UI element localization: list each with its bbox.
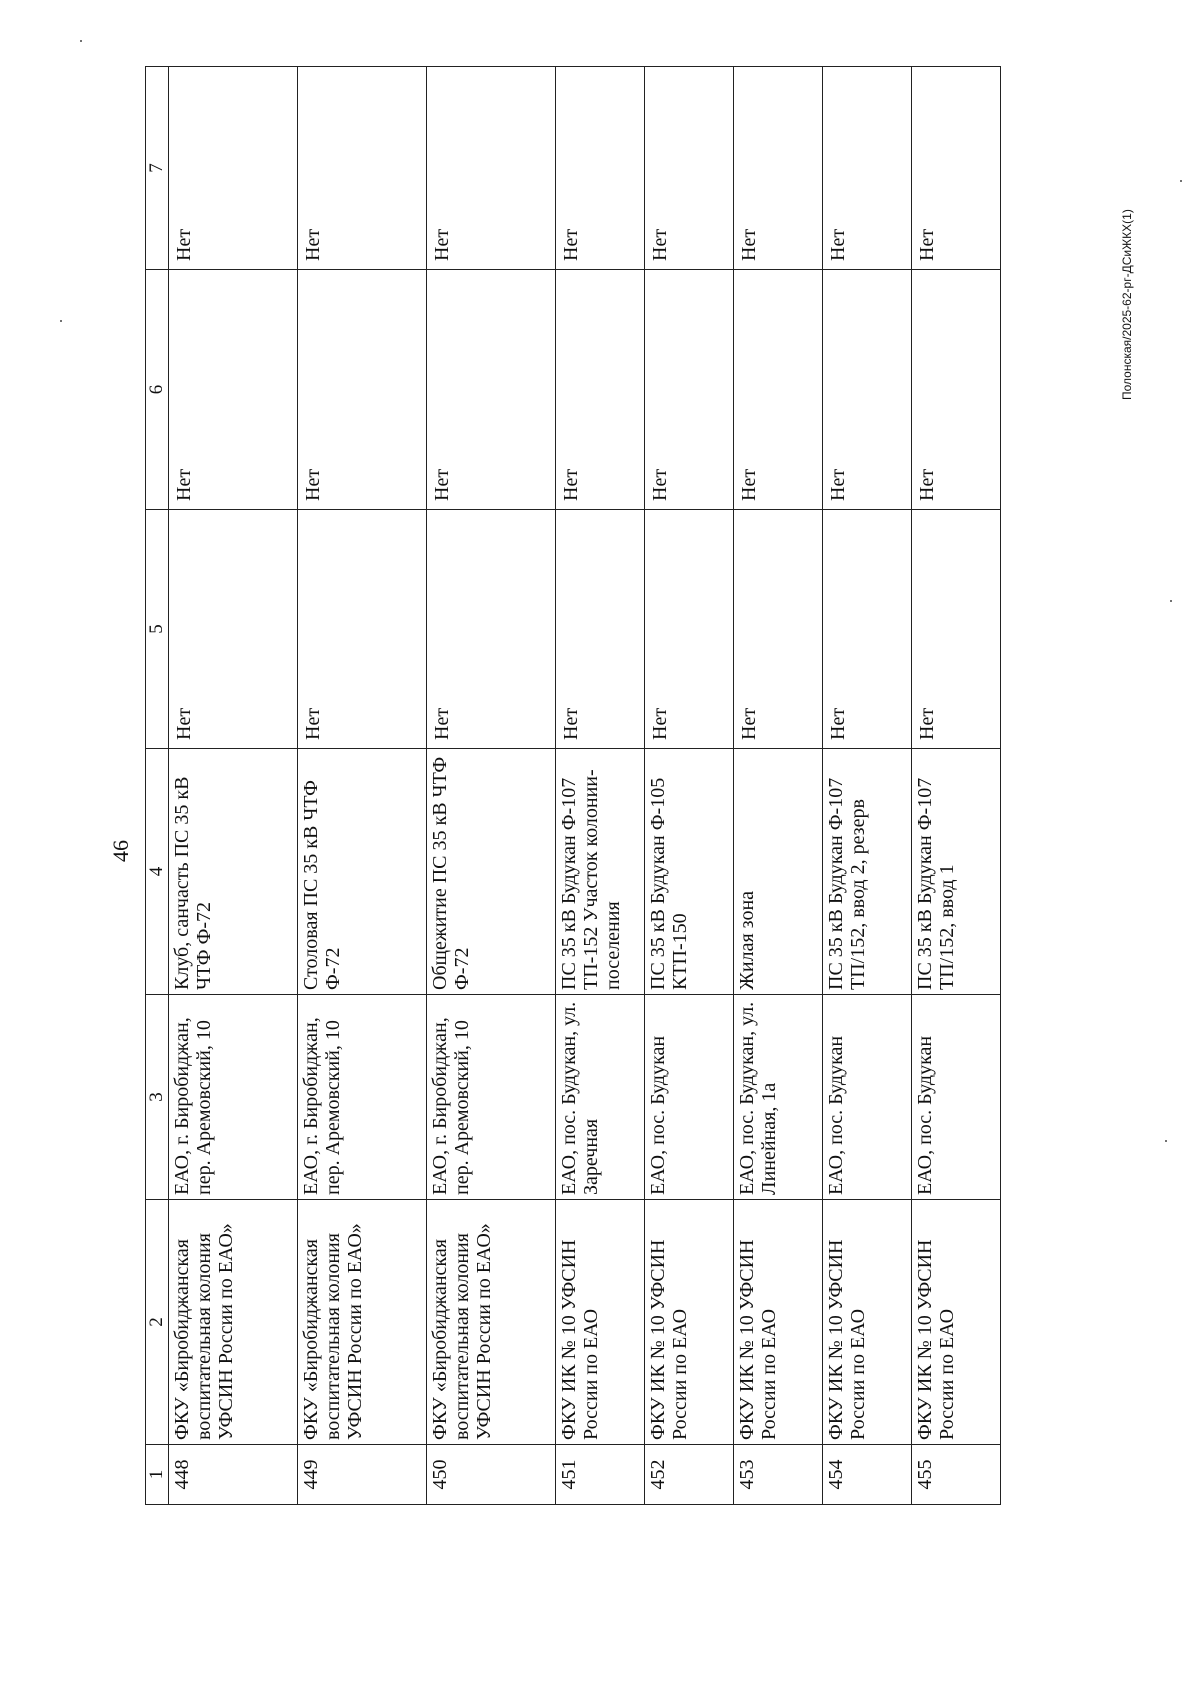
organization-cell: ФКУ ИК № 10 УФСИН России по ЕАО (734, 1200, 823, 1445)
table-row (169, 67, 298, 1505)
table-row (912, 67, 1001, 1505)
address-cell: ЕАО, г. Биробиджан, пер. Аремовский, 10 (427, 995, 556, 1200)
value-cell: Нет (427, 510, 556, 749)
table-row (734, 67, 823, 1505)
data-table (145, 66, 1001, 1505)
organization-cell: ФКУ ИК № 10 УФСИН России по ЕАО (912, 1200, 1001, 1445)
row-number: 455 (912, 1445, 1001, 1505)
value-cell: Нет (734, 270, 823, 510)
rotated-table-container (145, 67, 1045, 1505)
power-source-cell: ПС 35 кВ Будукан Ф-107 ТП/152, ввод 2, резерв (823, 749, 912, 995)
value-cell: Нет (556, 510, 645, 749)
organization-cell: ФКУ ИК № 10 УФСИН России по ЕАО (556, 1200, 645, 1445)
value-cell: Нет (169, 67, 298, 270)
column-header: 5 (146, 510, 169, 749)
organization-cell: ФКУ «Биробиджанская воспитательная колония УФСИН России по ЕАО» (427, 1200, 556, 1445)
address-cell: ЕАО, пос. Будукан, ул. Линейная, 1а (734, 995, 823, 1200)
row-number: 451 (556, 1445, 645, 1505)
value-cell: Нет (912, 67, 1001, 270)
value-cell: Нет (823, 270, 912, 510)
power-source-cell: Клуб, санчасть ПС 35 кВ ЧТФ Ф-72 (169, 749, 298, 995)
column-header: 2 (146, 1200, 169, 1445)
value-cell: Нет (169, 270, 298, 510)
scan-speck (60, 320, 62, 322)
value-cell: Нет (298, 510, 427, 749)
value-cell: Нет (645, 270, 734, 510)
scan-speck (1180, 180, 1182, 182)
value-cell: Нет (427, 67, 556, 270)
power-source-cell: ПС 35 кВ Будукан Ф-107 ТП/152, ввод 1 (912, 749, 1001, 995)
table-row (556, 67, 645, 1505)
address-cell: ЕАО, пос. Будукан (912, 995, 1001, 1200)
column-header: 6 (146, 270, 169, 510)
address-cell: ЕАО, пос. Будукан, ул. Заречная (556, 995, 645, 1200)
scan-speck (1170, 600, 1172, 602)
value-cell: Нет (556, 67, 645, 270)
value-cell: Нет (427, 270, 556, 510)
value-cell: Нет (912, 270, 1001, 510)
scan-speck (1165, 1140, 1167, 1142)
table-row (427, 67, 556, 1505)
organization-cell: ФКУ «Биробиджанская воспитательная колония УФСИН России по ЕАО» (298, 1200, 427, 1445)
column-header: 7 (146, 67, 169, 270)
value-cell: Нет (823, 67, 912, 270)
column-header: 3 (146, 995, 169, 1200)
row-number: 449 (298, 1445, 427, 1505)
table-row (298, 67, 427, 1505)
row-number: 450 (427, 1445, 556, 1505)
value-cell: Нет (298, 67, 427, 270)
value-cell: Нет (912, 510, 1001, 749)
power-source-cell: Общежитие ПС 35 кВ ЧТФ Ф-72 (427, 749, 556, 995)
organization-cell: ФКУ ИК № 10 УФСИН России по ЕАО (645, 1200, 734, 1445)
address-cell: ЕАО, г. Биробиджан, пер. Аремовский, 10 (169, 995, 298, 1200)
column-header: 4 (146, 749, 169, 995)
value-cell: Нет (556, 270, 645, 510)
table-row (823, 67, 912, 1505)
value-cell: Нет (169, 510, 298, 749)
row-number: 448 (169, 1445, 298, 1505)
power-source-cell: ПС 35 кВ Будукан Ф-107 ТП-152 Участок колонии-поселения (556, 749, 645, 995)
table-row (645, 67, 734, 1505)
value-cell: Нет (734, 67, 823, 270)
row-number: 454 (823, 1445, 912, 1505)
table-header-row (146, 67, 169, 1505)
scan-speck (80, 40, 82, 42)
power-source-cell: Жилая зона (734, 749, 823, 995)
value-cell: Нет (298, 270, 427, 510)
power-source-cell: ПС 35 кВ Будукан Ф-105 КТП-150 (645, 749, 734, 995)
document-reference: Полонская/2025-62-рг-ДСиЖКХ(1) (1120, 209, 1134, 400)
row-number: 453 (734, 1445, 823, 1505)
value-cell: Нет (645, 67, 734, 270)
address-cell: ЕАО, пос. Будукан (823, 995, 912, 1200)
column-header: 1 (146, 1445, 169, 1505)
organization-cell: ФКУ «Биробиджанская воспитательная колония УФСИН России по ЕАО» (169, 1200, 298, 1445)
value-cell: Нет (645, 510, 734, 749)
address-cell: ЕАО, г. Биробиджан, пер. Аремовский, 10 (298, 995, 427, 1200)
power-source-cell: Столовая ПС 35 кВ ЧТФ Ф-72 (298, 749, 427, 995)
address-cell: ЕАО, пос. Будукан (645, 995, 734, 1200)
row-number: 452 (645, 1445, 734, 1505)
value-cell: Нет (734, 510, 823, 749)
page-number: 46 (108, 840, 133, 862)
value-cell: Нет (823, 510, 912, 749)
organization-cell: ФКУ ИК № 10 УФСИН России по ЕАО (823, 1200, 912, 1445)
